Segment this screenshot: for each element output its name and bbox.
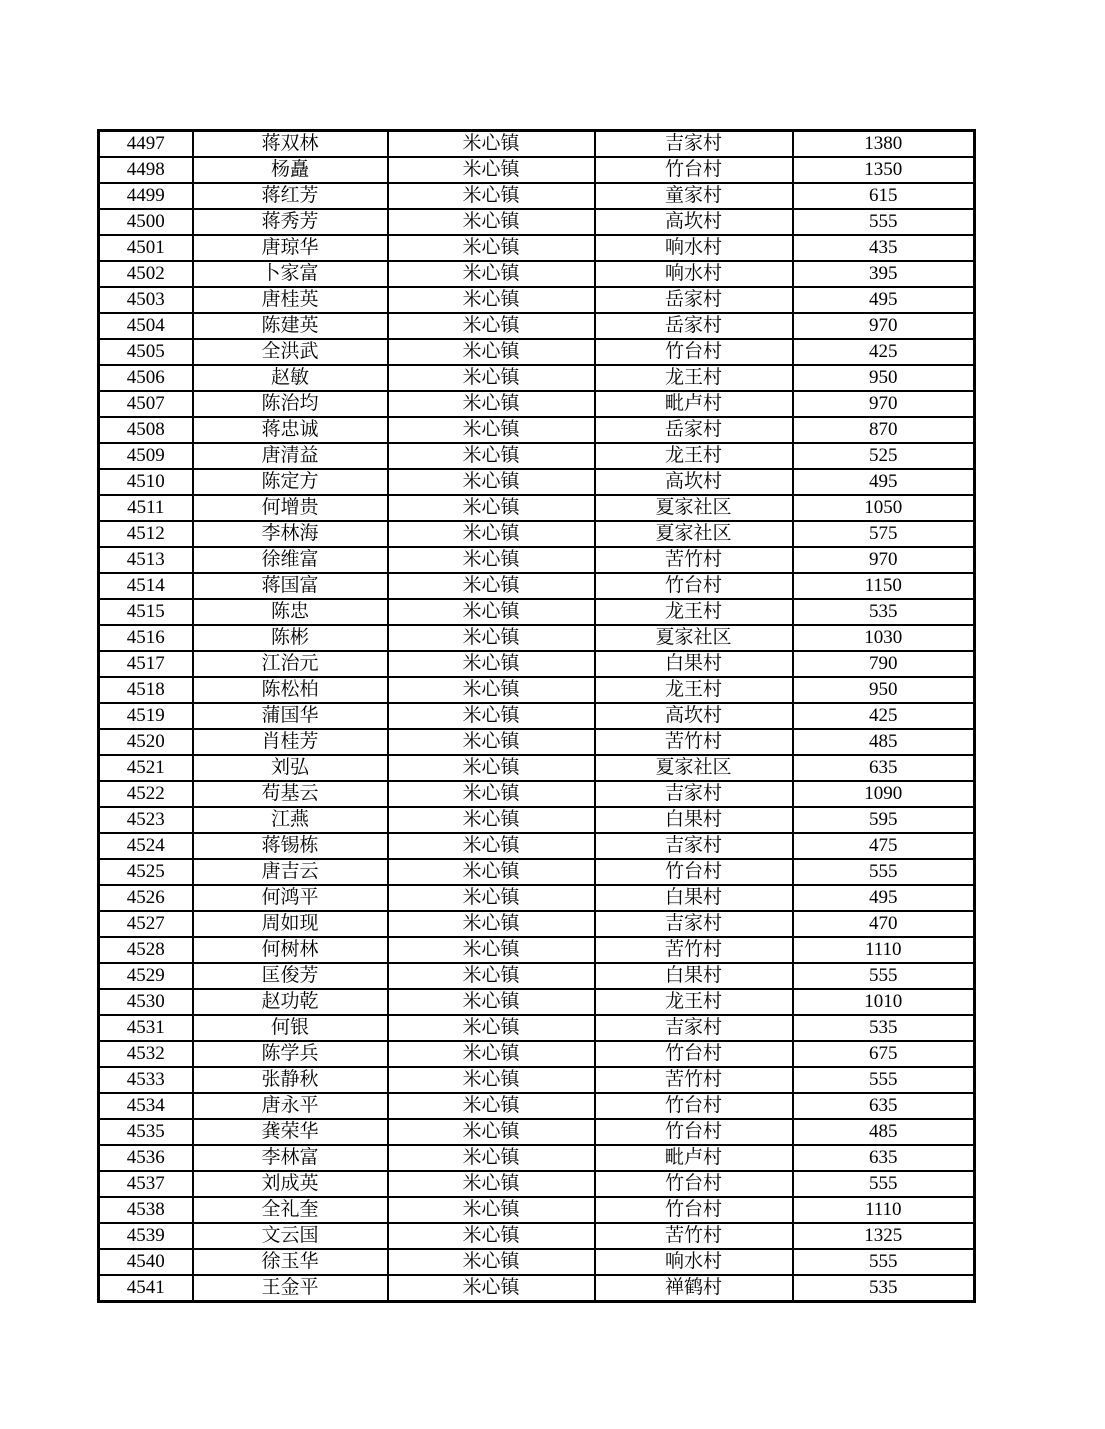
table-row xyxy=(99,235,975,261)
cell-person-name: 唐桂英 xyxy=(193,287,388,313)
cell-village: 白果村 xyxy=(595,807,793,833)
table-row xyxy=(99,1093,975,1119)
cell-village: 白果村 xyxy=(595,885,793,911)
cell-person-name: 文云国 xyxy=(193,1223,388,1249)
cell-village: 响水村 xyxy=(595,1249,793,1275)
table-row xyxy=(99,1197,975,1223)
cell-town: 米心镇 xyxy=(388,937,595,963)
cell-amount: 1325 xyxy=(793,1223,975,1249)
table-row xyxy=(99,391,975,417)
cell-town: 米心镇 xyxy=(388,911,595,937)
table-row xyxy=(99,443,975,469)
cell-village: 苦竹村 xyxy=(595,1067,793,1093)
cell-village: 毗卢村 xyxy=(595,1145,793,1171)
cell-village: 岳家村 xyxy=(595,313,793,339)
cell-serial: 4516 xyxy=(99,625,193,651)
cell-town: 米心镇 xyxy=(388,339,595,365)
cell-town: 米心镇 xyxy=(388,209,595,235)
cell-serial: 4501 xyxy=(99,235,193,261)
cell-village: 响水村 xyxy=(595,235,793,261)
cell-amount: 1350 xyxy=(793,157,975,183)
cell-village: 高坎村 xyxy=(595,703,793,729)
cell-town: 米心镇 xyxy=(388,885,595,911)
cell-person-name: 蒋锡栋 xyxy=(193,833,388,859)
cell-village: 白果村 xyxy=(595,651,793,677)
table-row xyxy=(99,547,975,573)
table-row xyxy=(99,1145,975,1171)
cell-town: 米心镇 xyxy=(388,1067,595,1093)
cell-serial: 4525 xyxy=(99,859,193,885)
cell-village: 高坎村 xyxy=(595,469,793,495)
table-row xyxy=(99,313,975,339)
cell-person-name: 何银 xyxy=(193,1015,388,1041)
cell-serial: 4507 xyxy=(99,391,193,417)
cell-serial: 4510 xyxy=(99,469,193,495)
cell-amount: 1110 xyxy=(793,1197,975,1223)
cell-person-name: 周如现 xyxy=(193,911,388,937)
table-row xyxy=(99,287,975,313)
cell-town: 米心镇 xyxy=(388,469,595,495)
cell-serial: 4524 xyxy=(99,833,193,859)
cell-amount: 485 xyxy=(793,1119,975,1145)
cell-town: 米心镇 xyxy=(388,807,595,833)
cell-serial: 4504 xyxy=(99,313,193,339)
cell-amount: 555 xyxy=(793,859,975,885)
cell-serial: 4535 xyxy=(99,1119,193,1145)
table-row xyxy=(99,1119,975,1145)
cell-serial: 4503 xyxy=(99,287,193,313)
cell-serial: 4531 xyxy=(99,1015,193,1041)
table-row xyxy=(99,1223,975,1249)
cell-town: 米心镇 xyxy=(388,1223,595,1249)
cell-serial: 4530 xyxy=(99,989,193,1015)
cell-person-name: 陈建英 xyxy=(193,313,388,339)
cell-town: 米心镇 xyxy=(388,391,595,417)
cell-town: 米心镇 xyxy=(388,703,595,729)
cell-serial: 4521 xyxy=(99,755,193,781)
cell-town: 米心镇 xyxy=(388,261,595,287)
table-row xyxy=(99,859,975,885)
cell-town: 米心镇 xyxy=(388,859,595,885)
cell-town: 米心镇 xyxy=(388,417,595,443)
table-row xyxy=(99,885,975,911)
cell-amount: 635 xyxy=(793,1145,975,1171)
cell-town: 米心镇 xyxy=(388,1275,595,1302)
cell-amount: 555 xyxy=(793,1249,975,1275)
cell-village: 吉家村 xyxy=(595,131,793,158)
cell-serial: 4527 xyxy=(99,911,193,937)
cell-serial: 4540 xyxy=(99,1249,193,1275)
cell-amount: 675 xyxy=(793,1041,975,1067)
cell-person-name: 赵功乾 xyxy=(193,989,388,1015)
cell-serial: 4502 xyxy=(99,261,193,287)
cell-amount: 1010 xyxy=(793,989,975,1015)
cell-town: 米心镇 xyxy=(388,729,595,755)
cell-amount: 970 xyxy=(793,391,975,417)
table-row xyxy=(99,625,975,651)
table-row xyxy=(99,651,975,677)
cell-amount: 435 xyxy=(793,235,975,261)
cell-amount: 970 xyxy=(793,547,975,573)
table-row xyxy=(99,365,975,391)
cell-town: 米心镇 xyxy=(388,1171,595,1197)
table-row xyxy=(99,729,975,755)
cell-village: 竹台村 xyxy=(595,1171,793,1197)
cell-person-name: 何鸿平 xyxy=(193,885,388,911)
cell-person-name: 肖桂芳 xyxy=(193,729,388,755)
cell-village: 龙王村 xyxy=(595,677,793,703)
cell-village: 岳家村 xyxy=(595,417,793,443)
table-row xyxy=(99,495,975,521)
cell-serial: 4518 xyxy=(99,677,193,703)
table-row xyxy=(99,417,975,443)
cell-person-name: 卜家富 xyxy=(193,261,388,287)
table-row xyxy=(99,209,975,235)
cell-village: 苦竹村 xyxy=(595,547,793,573)
table-row xyxy=(99,703,975,729)
cell-person-name: 唐清益 xyxy=(193,443,388,469)
cell-town: 米心镇 xyxy=(388,599,595,625)
cell-serial: 4520 xyxy=(99,729,193,755)
cell-amount: 1030 xyxy=(793,625,975,651)
cell-amount: 1050 xyxy=(793,495,975,521)
cell-village: 龙王村 xyxy=(595,365,793,391)
cell-person-name: 陈忠 xyxy=(193,599,388,625)
cell-town: 米心镇 xyxy=(388,573,595,599)
cell-person-name: 赵敏 xyxy=(193,365,388,391)
cell-village: 高坎村 xyxy=(595,209,793,235)
cell-person-name: 陈治均 xyxy=(193,391,388,417)
table-row xyxy=(99,469,975,495)
cell-person-name: 蒲国华 xyxy=(193,703,388,729)
cell-person-name: 何增贵 xyxy=(193,495,388,521)
cell-town: 米心镇 xyxy=(388,1249,595,1275)
cell-amount: 485 xyxy=(793,729,975,755)
cell-town: 米心镇 xyxy=(388,781,595,807)
cell-serial: 4537 xyxy=(99,1171,193,1197)
cell-village: 苦竹村 xyxy=(595,1223,793,1249)
cell-amount: 475 xyxy=(793,833,975,859)
table-row xyxy=(99,807,975,833)
cell-amount: 555 xyxy=(793,209,975,235)
cell-serial: 4509 xyxy=(99,443,193,469)
cell-amount: 595 xyxy=(793,807,975,833)
cell-amount: 950 xyxy=(793,677,975,703)
cell-village: 竹台村 xyxy=(595,1119,793,1145)
table-row xyxy=(99,131,975,158)
roster-table xyxy=(97,129,976,1303)
table-row xyxy=(99,1067,975,1093)
cell-town: 米心镇 xyxy=(388,1119,595,1145)
cell-town: 米心镇 xyxy=(388,625,595,651)
cell-town: 米心镇 xyxy=(388,1041,595,1067)
cell-person-name: 蒋双林 xyxy=(193,131,388,158)
cell-village: 夏家社区 xyxy=(595,755,793,781)
cell-village: 苦竹村 xyxy=(595,937,793,963)
table-row xyxy=(99,937,975,963)
cell-village: 竹台村 xyxy=(595,1041,793,1067)
cell-amount: 1380 xyxy=(793,131,975,158)
cell-person-name: 徐维富 xyxy=(193,547,388,573)
cell-serial: 4541 xyxy=(99,1275,193,1302)
cell-village: 竹台村 xyxy=(595,339,793,365)
cell-town: 米心镇 xyxy=(388,521,595,547)
cell-serial: 4539 xyxy=(99,1223,193,1249)
table-row xyxy=(99,989,975,1015)
cell-town: 米心镇 xyxy=(388,495,595,521)
cell-village: 龙王村 xyxy=(595,989,793,1015)
cell-person-name: 唐吉云 xyxy=(193,859,388,885)
cell-village: 夏家社区 xyxy=(595,625,793,651)
cell-amount: 470 xyxy=(793,911,975,937)
cell-village: 夏家社区 xyxy=(595,495,793,521)
cell-village: 禅鹤村 xyxy=(595,1275,793,1302)
cell-town: 米心镇 xyxy=(388,833,595,859)
cell-village: 竹台村 xyxy=(595,157,793,183)
table-row xyxy=(99,755,975,781)
cell-serial: 4515 xyxy=(99,599,193,625)
cell-serial: 4534 xyxy=(99,1093,193,1119)
cell-village: 竹台村 xyxy=(595,859,793,885)
cell-amount: 535 xyxy=(793,599,975,625)
cell-serial: 4497 xyxy=(99,131,193,158)
cell-amount: 555 xyxy=(793,963,975,989)
cell-village: 童家村 xyxy=(595,183,793,209)
cell-town: 米心镇 xyxy=(388,365,595,391)
cell-amount: 870 xyxy=(793,417,975,443)
cell-person-name: 王金平 xyxy=(193,1275,388,1302)
cell-amount: 1110 xyxy=(793,937,975,963)
cell-serial: 4506 xyxy=(99,365,193,391)
cell-town: 米心镇 xyxy=(388,1015,595,1041)
cell-town: 米心镇 xyxy=(388,1197,595,1223)
cell-amount: 535 xyxy=(793,1015,975,1041)
cell-person-name: 刘弘 xyxy=(193,755,388,781)
table-row xyxy=(99,1249,975,1275)
table-row xyxy=(99,521,975,547)
cell-person-name: 陈彬 xyxy=(193,625,388,651)
cell-person-name: 唐永平 xyxy=(193,1093,388,1119)
cell-village: 苦竹村 xyxy=(595,729,793,755)
cell-person-name: 陈松柏 xyxy=(193,677,388,703)
cell-amount: 395 xyxy=(793,261,975,287)
cell-serial: 4508 xyxy=(99,417,193,443)
cell-person-name: 全洪武 xyxy=(193,339,388,365)
cell-town: 米心镇 xyxy=(388,755,595,781)
table-row xyxy=(99,339,975,365)
table-row xyxy=(99,1171,975,1197)
cell-village: 竹台村 xyxy=(595,573,793,599)
cell-town: 米心镇 xyxy=(388,157,595,183)
cell-town: 米心镇 xyxy=(388,183,595,209)
cell-serial: 4538 xyxy=(99,1197,193,1223)
cell-serial: 4536 xyxy=(99,1145,193,1171)
cell-person-name: 陈学兵 xyxy=(193,1041,388,1067)
cell-amount: 575 xyxy=(793,521,975,547)
cell-person-name: 李林富 xyxy=(193,1145,388,1171)
cell-serial: 4517 xyxy=(99,651,193,677)
cell-person-name: 何树林 xyxy=(193,937,388,963)
cell-village: 毗卢村 xyxy=(595,391,793,417)
cell-serial: 4532 xyxy=(99,1041,193,1067)
table-row xyxy=(99,963,975,989)
table-row xyxy=(99,261,975,287)
cell-village: 龙王村 xyxy=(595,443,793,469)
cell-serial: 4512 xyxy=(99,521,193,547)
table-row xyxy=(99,677,975,703)
cell-person-name: 蒋忠诚 xyxy=(193,417,388,443)
cell-village: 岳家村 xyxy=(595,287,793,313)
cell-village: 龙王村 xyxy=(595,599,793,625)
cell-town: 米心镇 xyxy=(388,547,595,573)
cell-town: 米心镇 xyxy=(388,235,595,261)
cell-town: 米心镇 xyxy=(388,1145,595,1171)
cell-town: 米心镇 xyxy=(388,677,595,703)
cell-village: 吉家村 xyxy=(595,1015,793,1041)
cell-serial: 4505 xyxy=(99,339,193,365)
roster-table-container xyxy=(97,129,976,1303)
cell-person-name: 江治元 xyxy=(193,651,388,677)
cell-serial: 4513 xyxy=(99,547,193,573)
cell-village: 竹台村 xyxy=(595,1093,793,1119)
cell-serial: 4522 xyxy=(99,781,193,807)
cell-amount: 950 xyxy=(793,365,975,391)
cell-village: 竹台村 xyxy=(595,1197,793,1223)
table-row xyxy=(99,1015,975,1041)
cell-amount: 555 xyxy=(793,1067,975,1093)
table-body xyxy=(99,131,975,1302)
table-row xyxy=(99,157,975,183)
cell-town: 米心镇 xyxy=(388,1093,595,1119)
cell-serial: 4514 xyxy=(99,573,193,599)
cell-village: 夏家社区 xyxy=(595,521,793,547)
cell-person-name: 唐琼华 xyxy=(193,235,388,261)
table-row xyxy=(99,573,975,599)
cell-amount: 1090 xyxy=(793,781,975,807)
cell-town: 米心镇 xyxy=(388,287,595,313)
cell-person-name: 江燕 xyxy=(193,807,388,833)
cell-amount: 495 xyxy=(793,885,975,911)
table-row xyxy=(99,833,975,859)
table-row xyxy=(99,183,975,209)
cell-village: 吉家村 xyxy=(595,833,793,859)
cell-serial: 4499 xyxy=(99,183,193,209)
cell-serial: 4519 xyxy=(99,703,193,729)
cell-amount: 1150 xyxy=(793,573,975,599)
table-row xyxy=(99,781,975,807)
cell-town: 米心镇 xyxy=(388,443,595,469)
cell-person-name: 龚荣华 xyxy=(193,1119,388,1145)
cell-village: 白果村 xyxy=(595,963,793,989)
cell-person-name: 蒋国富 xyxy=(193,573,388,599)
cell-person-name: 杨矗 xyxy=(193,157,388,183)
cell-person-name: 李林海 xyxy=(193,521,388,547)
cell-town: 米心镇 xyxy=(388,313,595,339)
cell-person-name: 刘成英 xyxy=(193,1171,388,1197)
cell-amount: 525 xyxy=(793,443,975,469)
cell-person-name: 徐玉华 xyxy=(193,1249,388,1275)
table-row xyxy=(99,1275,975,1302)
cell-amount: 615 xyxy=(793,183,975,209)
cell-serial: 4498 xyxy=(99,157,193,183)
cell-amount: 635 xyxy=(793,755,975,781)
cell-person-name: 蒋秀芳 xyxy=(193,209,388,235)
table-row xyxy=(99,1041,975,1067)
cell-amount: 555 xyxy=(793,1171,975,1197)
cell-amount: 535 xyxy=(793,1275,975,1302)
cell-village: 响水村 xyxy=(595,261,793,287)
table-row xyxy=(99,599,975,625)
cell-amount: 635 xyxy=(793,1093,975,1119)
cell-town: 米心镇 xyxy=(388,651,595,677)
cell-person-name: 匡俊芳 xyxy=(193,963,388,989)
cell-serial: 4533 xyxy=(99,1067,193,1093)
cell-person-name: 张静秋 xyxy=(193,1067,388,1093)
cell-amount: 425 xyxy=(793,703,975,729)
cell-village: 吉家村 xyxy=(595,911,793,937)
cell-amount: 970 xyxy=(793,313,975,339)
cell-village: 吉家村 xyxy=(595,781,793,807)
cell-amount: 495 xyxy=(793,469,975,495)
cell-serial: 4523 xyxy=(99,807,193,833)
cell-person-name: 陈定方 xyxy=(193,469,388,495)
cell-person-name: 蒋红芳 xyxy=(193,183,388,209)
cell-amount: 425 xyxy=(793,339,975,365)
cell-serial: 4529 xyxy=(99,963,193,989)
cell-serial: 4511 xyxy=(99,495,193,521)
cell-person-name: 全礼奎 xyxy=(193,1197,388,1223)
cell-amount: 790 xyxy=(793,651,975,677)
cell-person-name: 苟基云 xyxy=(193,781,388,807)
cell-town: 米心镇 xyxy=(388,131,595,158)
cell-town: 米心镇 xyxy=(388,989,595,1015)
cell-serial: 4528 xyxy=(99,937,193,963)
table-row xyxy=(99,911,975,937)
cell-serial: 4526 xyxy=(99,885,193,911)
cell-town: 米心镇 xyxy=(388,963,595,989)
cell-amount: 495 xyxy=(793,287,975,313)
cell-serial: 4500 xyxy=(99,209,193,235)
